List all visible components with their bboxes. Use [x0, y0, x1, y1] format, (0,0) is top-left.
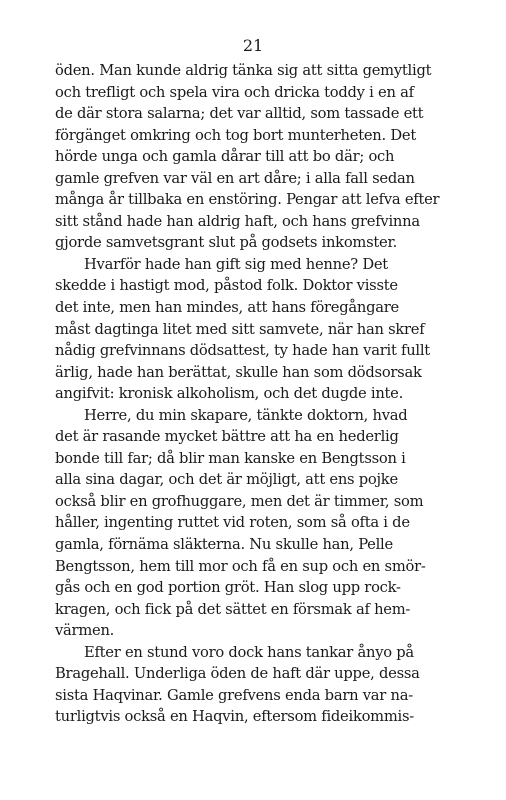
paragraph-first-line: Herre, du min skapare, tänkte doktorn, hvad — [84, 406, 408, 424]
text-line: det är rasande mycket bättre att ha en hederlig — [55, 428, 399, 446]
paragraph-first-line: Hvarför hade han gift sig med henne? Det — [84, 255, 388, 273]
text-line: sitt stånd hade han aldrig haft, och hans grefvinna — [55, 212, 420, 230]
text-line: värmen. — [55, 622, 115, 640]
text-line: alla sina dagar, och det är möjligt, att ens pojke — [55, 471, 398, 489]
text-line: gjorde samvetsgrant slut på godsets inkomster. — [55, 234, 398, 252]
text-line: Bragehall. Underliga öden de haft där uppe, dessa — [55, 665, 420, 683]
text-line: hörde unga och gamla dårar till att bo där; och — [55, 148, 395, 166]
text-line: gamla, förnäma släkterna. Nu skulle han, Pelle — [55, 536, 393, 554]
body-text — [55, 60, 447, 728]
text-line: ärlig, hade han berättat, skulle han som dödsorsak — [55, 363, 422, 381]
paragraph-first-line: Efter en stund voro dock hans tankar ånyo på — [84, 643, 414, 661]
page-number: 21 — [242, 36, 264, 55]
text-line: också blir en grofhuggare, men det är timmer, som — [55, 492, 424, 510]
text-line: kragen, och fick på det sättet en försmak af hem- — [55, 600, 411, 618]
text-line: skedde i hastigt mod, påstod folk. Doktor visste — [55, 277, 398, 295]
text-line: nådig grefvinnans dödsattest, ty hade han varit fullt — [55, 342, 430, 360]
text-line: gamle grefven var väl en art dåre; i alla fall sedan — [55, 169, 415, 187]
text-line: gås och en god portion gröt. Han slog upp rock- — [55, 579, 401, 597]
text-line: håller, ingenting ruttet vid roten, som så ofta i de — [55, 514, 410, 532]
text-line: många år tillbaka en enstöring. Pengar att lefva efter — [55, 191, 440, 209]
text-line: måst dagtinga litet med sitt samvete, när han skref — [55, 320, 425, 338]
text-line: angifvit: kronisk alkoholism, och det dugde inte. — [55, 385, 404, 403]
text-line: turligtvis också en Haqvin, eftersom fideikommis- — [55, 708, 414, 726]
text-line: bonde till far; då blir man kanske en Bengtsson i — [55, 449, 406, 467]
text-line: Bengtsson, hem till mor och få en sup och en smör- — [55, 557, 426, 575]
text-line: förgänget omkring och tog bort munterheten. Det — [55, 126, 416, 144]
text-line: sista Haqvinar. Gamle grefvens enda barn var na- — [55, 686, 413, 704]
text-line: och trefligt och spela vira och dricka toddy i en af — [55, 83, 414, 101]
text-line: det inte, men han mindes, att hans föregångare — [55, 299, 399, 317]
text-line: de där stora salarna; det var alltid, som tassade ett — [55, 105, 424, 123]
text-line: öden. Man kunde aldrig tänka sig att sitta gemytligt — [55, 62, 432, 79]
